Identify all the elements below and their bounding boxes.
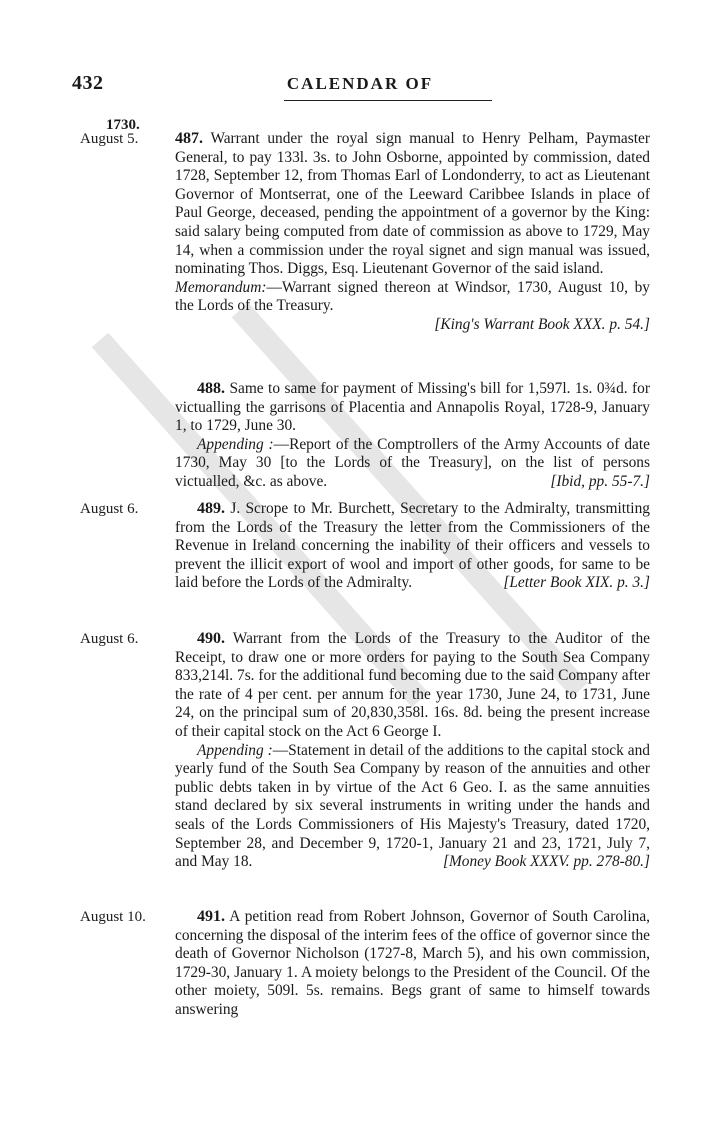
entry-sub-label: Appending : xyxy=(197,435,274,453)
entry-reference: [Ibid, pp. 55-7.] xyxy=(550,472,650,490)
entry-sub-text: —Warrant signed thereon at Windsor, 1730, August 10, by the Lords of the Treasury. xyxy=(175,278,650,315)
entry-date: August 6. xyxy=(80,501,139,517)
entry-487 xyxy=(175,130,650,335)
entry-text: Warrant from the Lords of the Treasury to the Auditor of the Receipt, to draw one or more orders for paying to the South Sea Company 833,214l. 7s. for the additional fund becoming due to the said Company after the rate of 4 per cent. per annum for the year 1730, June 24, to 1731, June 24, on the principal sum of 20,830,358l. 16s. 8d. being the present increase of their capital stock on the Act 6 George I. xyxy=(175,630,650,740)
entry-text: Same to same for payment of Missing's bill for 1,597l. 1s. 0¾d. for victualling the garrisons of Placentia and Annapolis Royal, 1728-9, January 1, to 1729, June 30. xyxy=(175,380,650,435)
entry-text: Warrant under the royal sign manual to Henry Pelham, Paymaster General, to pay 133l. 3s. to John Osborne, appointed by commission, dated 1728, September 12, from Thomas Earl of Londonderry, to act as Lieutenant Governor of Montserrat, one of the Leeward Caribbee Islands in place of Paul George, deceased, pending the appointment of a governor by the King: said salary being computed from date of commission as above to 1729, May 14, when a commission under the royal signet and sign manual was issued, nominating Thos. Diggs, Esq. Lieutenant Governor of the said island. xyxy=(175,130,650,278)
entry-number: 487. xyxy=(175,130,203,147)
entry-number: 491. xyxy=(197,908,225,925)
entry-number: 490. xyxy=(197,630,225,647)
entry-number: 489. xyxy=(197,500,225,517)
entry-sub-label: Appending : xyxy=(197,741,273,759)
entry-reference: [King's Warrant Book XXX. p. 54.] xyxy=(434,315,650,333)
entry-date: August 6. xyxy=(80,631,139,647)
entry-489 xyxy=(175,500,650,593)
entry-reference: [Money Book XXXV. pp. 278-80.] xyxy=(442,853,650,871)
year-heading: 1730. xyxy=(106,117,140,133)
entry-sub-label: Memorandum: xyxy=(175,278,267,296)
page-number: 432 xyxy=(72,72,104,94)
entry-text: A petition read from Robert Johnson, Governor of South Carolina, concerning the disposal of the interim fees of the office of governor since the death of Governor Nicholson (1727-8, March 5), and his own commission, 1729-30, January 1. A moiety belongs to the President of the Council. Of the other moiety, 509l. 5s. remains. Begs grant of same to himself towards answering xyxy=(175,908,650,1018)
entry-sub-text: —Statement in detail of the additions to the capital stock and yearly fund of the South Sea Company by reason of the annuities and other public debts taken in by virtue of the Act 6 Geo. I. as the same annuities stand declared by six several instruments in writing under the hands and seals of the Lords Commissioners of His Majesty's Treasury, dated 1720, September 28, and December 9, 1720-1, January 21 and 23, 1721, July 7, and May 18. xyxy=(175,741,650,871)
running-head: CALENDAR OF xyxy=(286,74,434,93)
entry-date: August 5. xyxy=(80,131,139,147)
entry-date: August 10. xyxy=(80,909,146,925)
entry-490 xyxy=(175,630,650,872)
entry-sub-text: —Report of the Comptrollers of the Army Accounts of date 1730, May 30 [to the Lords of the Treasury], on the list of persons victualled, &c. as above. xyxy=(175,435,650,490)
entry-491 xyxy=(175,908,650,1020)
entry-number: 488. xyxy=(197,380,225,397)
page-header xyxy=(0,72,720,102)
entry-reference: [Letter Book XIX. p. 3.] xyxy=(503,574,650,592)
entry-text: J. Scrope to Mr. Burchett, Secretary to the Admiralty, transmitting from the Lords of the Treasury the letter from the Commissioners of the Revenue in Ireland concerning the inability of their officers and vessels to prevent the illicit export of wool and import of other goods, for same to be laid before the Lords of the Admiralty. xyxy=(175,500,650,592)
entry-488 xyxy=(175,380,650,492)
header-rule xyxy=(284,100,492,101)
